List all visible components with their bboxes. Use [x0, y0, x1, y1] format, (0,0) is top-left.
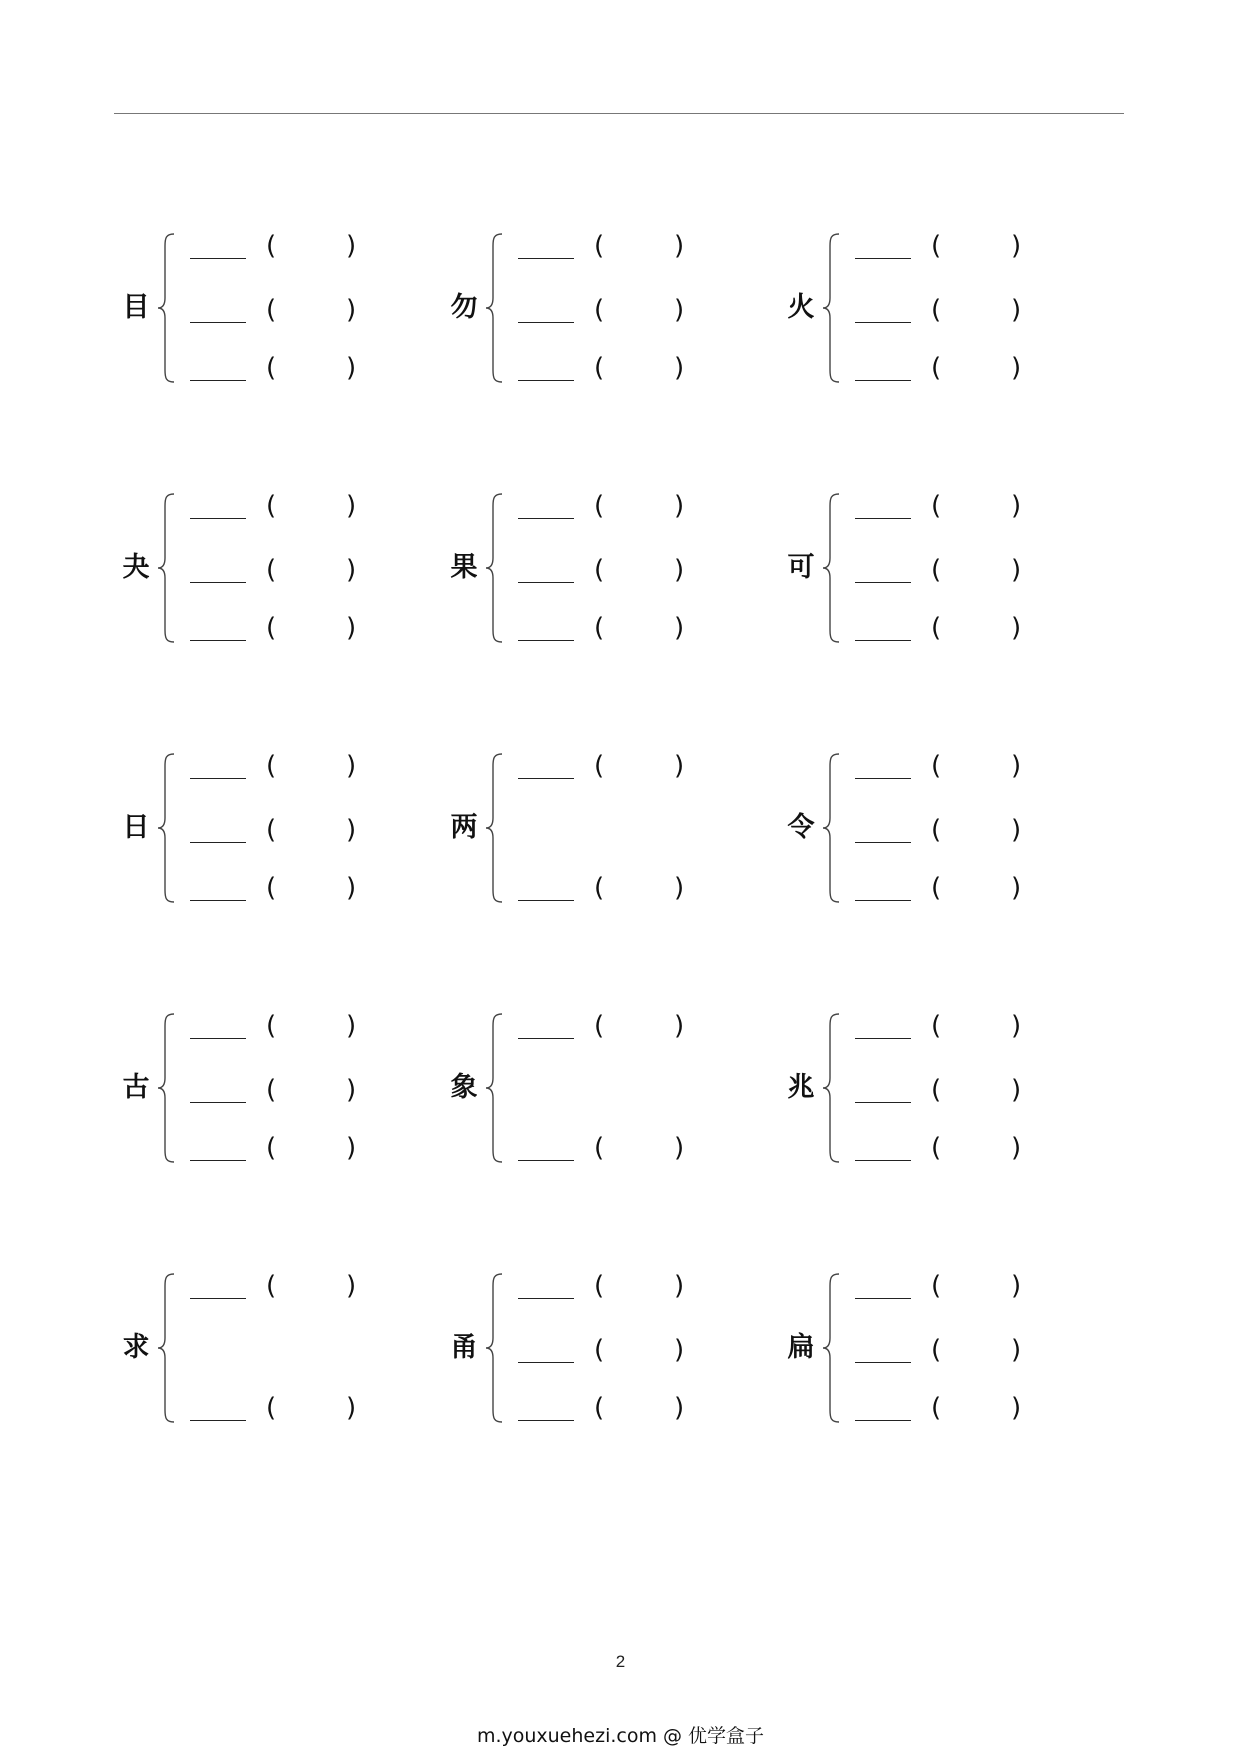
fill-blank-line[interactable] — [518, 1038, 574, 1039]
curly-brace-icon — [156, 492, 176, 644]
left-paren: ( — [931, 1011, 942, 1041]
left-paren: ( — [594, 231, 605, 261]
fill-blank-line[interactable] — [190, 1038, 246, 1039]
left-paren: ( — [266, 231, 277, 261]
char-group — [446, 228, 726, 388]
left-paren: ( — [266, 1393, 277, 1423]
fill-blank-line[interactable] — [855, 842, 911, 843]
fill-blank-line[interactable] — [518, 778, 574, 779]
right-paren: ) — [1011, 873, 1022, 903]
answer-row — [190, 612, 390, 648]
answer-row — [518, 1010, 718, 1046]
answer-row — [518, 230, 718, 266]
left-paren: ( — [266, 613, 277, 643]
left-paren: ( — [266, 815, 277, 845]
answer-row — [855, 612, 1055, 648]
right-paren: ) — [346, 1133, 357, 1163]
base-character: 求 — [122, 1332, 150, 1363]
left-paren: ( — [266, 491, 277, 521]
left-paren: ( — [594, 491, 605, 521]
fill-blank-line[interactable] — [518, 582, 574, 583]
answer-row — [190, 1010, 390, 1046]
fill-blank-line[interactable] — [855, 1420, 911, 1421]
fill-blank-line[interactable] — [855, 778, 911, 779]
fill-blank-line[interactable] — [855, 1298, 911, 1299]
fill-blank-line[interactable] — [190, 518, 246, 519]
right-paren: ) — [1011, 1335, 1022, 1365]
right-paren: ) — [346, 555, 357, 585]
fill-blank-line[interactable] — [190, 1298, 246, 1299]
char-group — [118, 488, 398, 648]
right-paren: ) — [1011, 491, 1022, 521]
base-character: 甬 — [450, 1332, 478, 1363]
answer-row — [190, 750, 390, 786]
fill-blank-line[interactable] — [190, 380, 246, 381]
curly-brace-icon — [821, 232, 841, 384]
left-paren: ( — [266, 295, 277, 325]
fill-blank-line[interactable] — [518, 900, 574, 901]
left-paren: ( — [931, 1133, 942, 1163]
answer-row — [190, 1132, 390, 1168]
fill-blank-line[interactable] — [518, 258, 574, 259]
curly-brace-icon — [156, 752, 176, 904]
answer-row — [518, 352, 718, 388]
left-paren: ( — [594, 751, 605, 781]
curly-brace-icon — [821, 1012, 841, 1164]
left-paren: ( — [266, 1271, 277, 1301]
base-character: 古 — [122, 1072, 150, 1103]
right-paren: ) — [674, 1133, 685, 1163]
left-paren: ( — [931, 353, 942, 383]
base-character: 令 — [787, 812, 815, 843]
curly-brace-icon — [821, 752, 841, 904]
right-paren: ) — [1011, 353, 1022, 383]
right-paren: ) — [674, 1393, 685, 1423]
right-paren: ) — [1011, 1271, 1022, 1301]
answer-row — [518, 612, 718, 648]
answer-row — [190, 814, 390, 850]
right-paren: ) — [674, 613, 685, 643]
right-paren: ) — [346, 491, 357, 521]
fill-blank-line[interactable] — [855, 1160, 911, 1161]
right-paren: ) — [674, 1271, 685, 1301]
curly-brace-icon — [821, 492, 841, 644]
fill-blank-line[interactable] — [855, 380, 911, 381]
fill-blank-line[interactable] — [855, 900, 911, 901]
left-paren: ( — [594, 873, 605, 903]
fill-blank-line[interactable] — [855, 1038, 911, 1039]
fill-blank-line[interactable] — [190, 322, 246, 323]
char-group — [118, 1008, 398, 1168]
right-paren: ) — [674, 491, 685, 521]
curly-brace-icon — [484, 232, 504, 384]
fill-blank-line[interactable] — [518, 1160, 574, 1161]
left-paren: ( — [594, 613, 605, 643]
fill-blank-line[interactable] — [190, 1420, 246, 1421]
char-group — [118, 228, 398, 388]
base-character: 日 — [122, 812, 150, 843]
base-character: 两 — [450, 812, 478, 843]
curly-brace-icon — [156, 232, 176, 384]
curly-brace-icon — [821, 1272, 841, 1424]
right-paren: ) — [346, 353, 357, 383]
base-character: 果 — [450, 552, 478, 583]
right-paren: ) — [674, 1335, 685, 1365]
fill-blank-line[interactable] — [190, 582, 246, 583]
fill-blank-line[interactable] — [518, 322, 574, 323]
right-paren: ) — [674, 295, 685, 325]
left-paren: ( — [266, 1011, 277, 1041]
answer-row — [855, 1270, 1055, 1306]
left-paren: ( — [931, 231, 942, 261]
left-paren: ( — [594, 1335, 605, 1365]
fill-blank-line[interactable] — [518, 380, 574, 381]
left-paren: ( — [266, 555, 277, 585]
curly-brace-icon — [484, 1272, 504, 1424]
answer-row — [190, 554, 390, 590]
right-paren: ) — [674, 353, 685, 383]
right-paren: ) — [674, 1011, 685, 1041]
answer-row — [190, 490, 390, 526]
fill-blank-line[interactable] — [855, 640, 911, 641]
answer-row — [855, 750, 1055, 786]
right-paren: ) — [1011, 231, 1022, 261]
right-paren: ) — [346, 1011, 357, 1041]
left-paren: ( — [931, 1393, 942, 1423]
right-paren: ) — [346, 751, 357, 781]
char-group — [783, 1268, 1063, 1428]
left-paren: ( — [931, 555, 942, 585]
base-character: 火 — [787, 292, 815, 323]
left-paren: ( — [594, 1011, 605, 1041]
answer-row — [518, 1132, 718, 1168]
answer-row — [855, 1132, 1055, 1168]
right-paren: ) — [1011, 1075, 1022, 1105]
answer-row — [190, 1392, 390, 1428]
right-paren: ) — [1011, 751, 1022, 781]
answer-row — [190, 872, 390, 908]
right-paren: ) — [674, 751, 685, 781]
left-paren: ( — [931, 751, 942, 781]
left-paren: ( — [594, 1393, 605, 1423]
char-group — [446, 488, 726, 648]
answer-row — [190, 1074, 390, 1110]
answer-row — [855, 230, 1055, 266]
right-paren: ) — [674, 873, 685, 903]
answer-row — [518, 750, 718, 786]
fill-blank-line[interactable] — [855, 322, 911, 323]
left-paren: ( — [931, 295, 942, 325]
answer-row — [190, 352, 390, 388]
base-character: 勿 — [450, 292, 478, 323]
right-paren: ) — [674, 231, 685, 261]
base-character: 目 — [122, 292, 150, 323]
left-paren: ( — [266, 1133, 277, 1163]
right-paren: ) — [346, 613, 357, 643]
answer-row — [855, 294, 1055, 330]
fill-blank-line[interactable] — [855, 1362, 911, 1363]
base-character: 扁 — [787, 1332, 815, 1363]
right-paren: ) — [346, 295, 357, 325]
fill-blank-line[interactable] — [855, 582, 911, 583]
char-group — [783, 748, 1063, 908]
fill-blank-line[interactable] — [190, 640, 246, 641]
fill-blank-line[interactable] — [855, 1102, 911, 1103]
fill-blank-line[interactable] — [518, 1298, 574, 1299]
left-paren: ( — [931, 1271, 942, 1301]
right-paren: ) — [1011, 1133, 1022, 1163]
left-paren: ( — [266, 353, 277, 383]
right-paren: ) — [346, 1271, 357, 1301]
answer-row — [518, 1392, 718, 1428]
right-paren: ) — [346, 873, 357, 903]
answer-row — [855, 554, 1055, 590]
answer-row — [190, 1270, 390, 1306]
curly-brace-icon — [484, 492, 504, 644]
fill-blank-line[interactable] — [518, 1420, 574, 1421]
answer-row — [855, 1334, 1055, 1370]
fill-blank-line[interactable] — [190, 1102, 246, 1103]
char-group — [446, 748, 726, 908]
left-paren: ( — [931, 1075, 942, 1105]
left-paren: ( — [266, 1075, 277, 1105]
left-paren: ( — [266, 751, 277, 781]
footer-text: m.youxuehezi.com @ 优学盒子 — [476, 1725, 765, 1747]
answer-row — [855, 814, 1055, 850]
curly-brace-icon — [156, 1012, 176, 1164]
right-paren: ) — [674, 555, 685, 585]
fill-blank-line[interactable] — [190, 778, 246, 779]
left-paren: ( — [594, 1271, 605, 1301]
page-number: 2 — [615, 1652, 626, 1671]
char-group — [118, 748, 398, 908]
answer-row — [518, 1270, 718, 1306]
left-paren: ( — [594, 555, 605, 585]
right-paren: ) — [346, 815, 357, 845]
fill-blank-line[interactable] — [518, 1362, 574, 1363]
fill-blank-line[interactable] — [518, 640, 574, 641]
left-paren: ( — [931, 815, 942, 845]
char-group — [783, 1008, 1063, 1168]
fill-blank-line[interactable] — [190, 258, 246, 259]
base-character: 夬 — [122, 552, 150, 583]
base-character: 兆 — [787, 1072, 815, 1103]
curly-brace-icon — [156, 1272, 176, 1424]
curly-brace-icon — [484, 1012, 504, 1164]
base-character: 可 — [787, 552, 815, 583]
char-group — [446, 1008, 726, 1168]
answer-row — [855, 1010, 1055, 1046]
answer-row — [190, 294, 390, 330]
answer-row — [518, 490, 718, 526]
right-paren: ) — [1011, 815, 1022, 845]
fill-blank-line[interactable] — [855, 518, 911, 519]
answer-row — [855, 490, 1055, 526]
right-paren: ) — [1011, 1011, 1022, 1041]
left-paren: ( — [594, 1133, 605, 1163]
left-paren: ( — [266, 873, 277, 903]
answer-row — [855, 1074, 1055, 1110]
fill-blank-line[interactable] — [190, 1160, 246, 1161]
answer-row — [518, 1334, 718, 1370]
answer-row — [190, 230, 390, 266]
left-paren: ( — [594, 295, 605, 325]
answer-row — [855, 352, 1055, 388]
char-group — [783, 488, 1063, 648]
right-paren: ) — [1011, 1393, 1022, 1423]
base-character: 象 — [450, 1072, 478, 1103]
left-paren: ( — [931, 873, 942, 903]
left-paren: ( — [931, 1335, 942, 1365]
answer-row — [518, 554, 718, 590]
answer-row — [518, 294, 718, 330]
left-paren: ( — [931, 491, 942, 521]
char-group — [783, 228, 1063, 388]
answer-row — [855, 872, 1055, 908]
right-paren: ) — [346, 231, 357, 261]
fill-blank-line[interactable] — [190, 842, 246, 843]
answer-row — [518, 872, 718, 908]
left-paren: ( — [931, 613, 942, 643]
char-group — [446, 1268, 726, 1428]
right-paren: ) — [346, 1075, 357, 1105]
right-paren: ) — [1011, 295, 1022, 325]
fill-blank-line[interactable] — [518, 518, 574, 519]
right-paren: ) — [346, 1393, 357, 1423]
char-group — [118, 1268, 398, 1428]
fill-blank-line[interactable] — [190, 900, 246, 901]
curly-brace-icon — [484, 752, 504, 904]
right-paren: ) — [1011, 555, 1022, 585]
right-paren: ) — [1011, 613, 1022, 643]
fill-blank-line[interactable] — [855, 258, 911, 259]
answer-row — [855, 1392, 1055, 1428]
left-paren: ( — [594, 353, 605, 383]
